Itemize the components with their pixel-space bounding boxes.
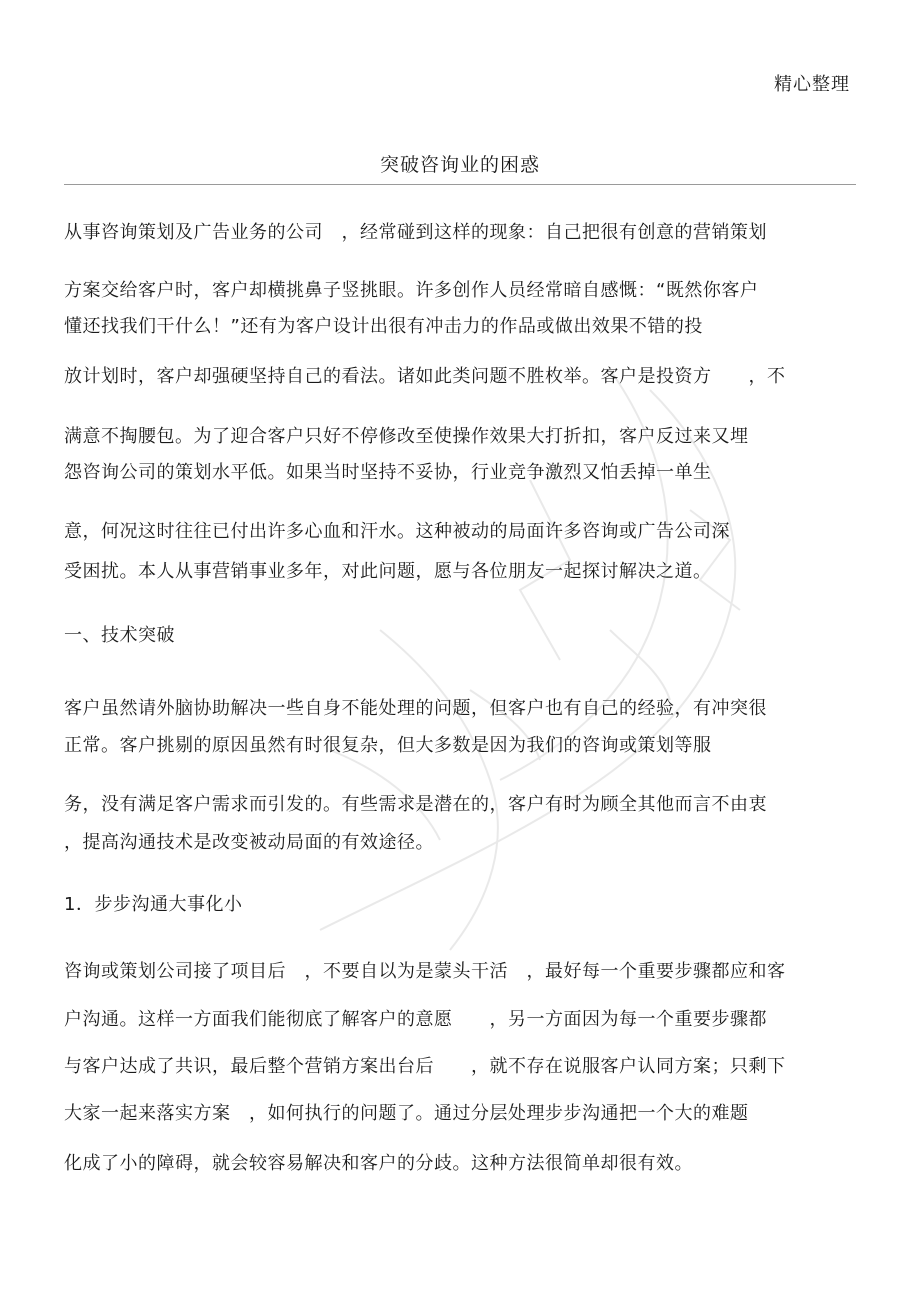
body-line-10: 正常。客户挑剔的原因虽然有时很复杂，但大多数是因为我们的咨询或策划等服 xyxy=(64,735,712,756)
body-line-5: 满意不掏腰包。为了迎合客户只好不停修改至使操作效果大打折扣，客户反过来又埋 xyxy=(64,426,749,447)
document-title: 突破咨询业的困惑 xyxy=(379,154,540,176)
body-line-13: 咨询或策划公司接了项目后 ，不要自以为是蒙头干活 ，最好每一个重要步骤都应和客 xyxy=(64,961,786,982)
body-line-14: 户沟通。这样一方面我们能彻底了解客户的意愿 ，另一方面因为每一个重要步骤都 xyxy=(64,1009,767,1030)
header-note: 精心整理 xyxy=(774,74,850,95)
body-line-3: 懂还找我们干什么！”还有为客户设计出很有冲击力的作品或做出效果不错的投 xyxy=(64,316,703,337)
body-line-17: 化成了小的障碍，就会较容易解决和客户的分歧。这种方法很简单却很有效。 xyxy=(64,1153,693,1174)
body-line-4: 放计划时，客户却强硬坚持自己的看法。诸如此类问题不胜枚举。客户是投资方 ，不 xyxy=(64,366,786,387)
body-line-1: 从事咨询策划及广告业务的公司 ，经常碰到这样的现象：自己把很有创意的营销策划 xyxy=(64,222,767,243)
body-line-15: 与客户达成了共识，最后整个营销方案出台后 ，就不存在说服客户认同方案；只剩下 xyxy=(64,1056,786,1077)
body-line-8: 受困扰。本人从事营销事业多年，对此问题，愿与各位朋友一起探讨解决之道。 xyxy=(64,561,712,582)
body-line-12: ，提高沟通技术是改变被动局面的有效途径。 xyxy=(64,832,434,853)
body-line-6: 怨咨询公司的策划水平低。如果当时坚持不妥协，行业竞争激烈又怕丢掉一单生 xyxy=(64,462,712,483)
body-line-16: 大家一起来落实方案 ，如何执行的问题了。通过分层处理步步沟通把一个大的难题 xyxy=(64,1103,749,1124)
body-line-7: 意，何况这时往往已付出许多心血和汗水。这种被动的局面许多咨询或广告公司深 xyxy=(64,521,730,542)
body-line-2: 方案交给客户时，客户却横挑鼻子竖挑眼。许多创作人员经常暗自感慨：“既然你客户 xyxy=(64,280,759,301)
title-divider xyxy=(64,184,856,185)
body-line-9: 客户虽然请外脑协助解决一些自身不能处理的问题，但客户也有自己的经验，有冲突很 xyxy=(64,698,767,719)
body-line-11: 务，没有满足客户需求而引发的。有些需求是潜在的，客户有时为顾全其他而言不由衷 xyxy=(64,794,767,815)
subsection-heading-1: 1．步步沟通大事化小 xyxy=(64,894,243,915)
section-heading-tech: 一、技术突破 xyxy=(64,625,175,646)
